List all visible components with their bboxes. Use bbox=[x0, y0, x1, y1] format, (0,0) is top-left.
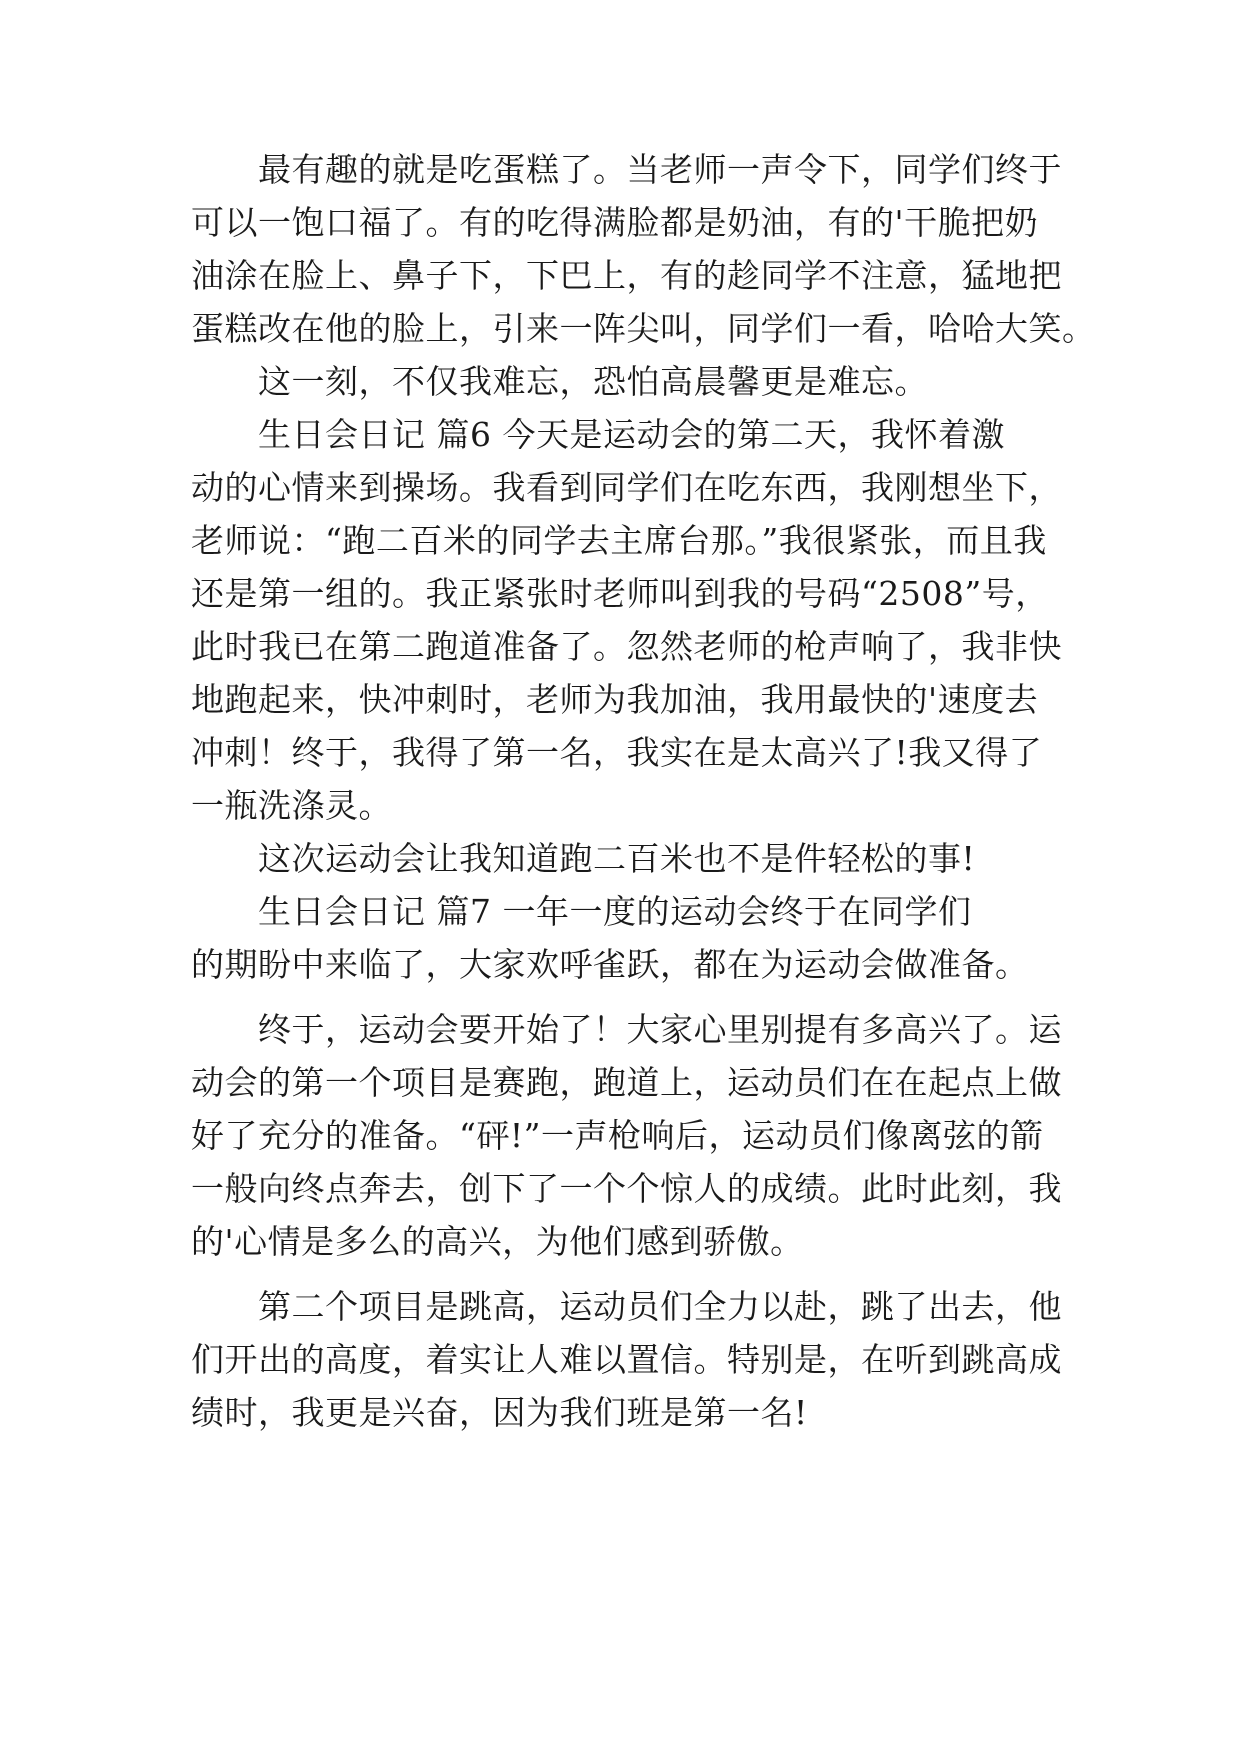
paragraph-line: 还是第一组的。我正紧张时老师叫到我的号码“2508”号， bbox=[191, 574, 1049, 613]
paragraph-line: 冲刺！终于，我得了第一名，我实在是太高兴了!我又得了 bbox=[191, 733, 1043, 772]
paragraph-line: 一般向终点奔去，创下了一个个惊人的成绩。此时此刻，我 bbox=[191, 1169, 1062, 1208]
paragraph-line: 的期盼中来临了，大家欢呼雀跃，都在为运动会做准备。 bbox=[191, 945, 1029, 984]
paragraph-line: 老师说：“跑二百米的同学去主席台那。”我很紧张，而且我 bbox=[191, 521, 1047, 560]
paragraph-line: 此时我已在第二跑道准备了。忽然老师的枪声响了，我非快 bbox=[191, 627, 1062, 666]
paragraph-line: 地跑起来，快冲刺时，老师为我加油，我用最快的'速度去 bbox=[191, 680, 1039, 719]
paragraph-line: 好了充分的准备。“砰!”一声枪响后，运动员们像离弦的箭 bbox=[191, 1116, 1044, 1155]
paragraph-line: 最有趣的就是吃蛋糕了。当老师一声令下，同学们终于 bbox=[258, 150, 1062, 189]
paragraph-line: 油涂在脸上、鼻子下，下巴上，有的趁同学不注意，猛地把 bbox=[191, 256, 1062, 295]
paragraph-line: 终于，运动会要开始了！大家心里别提有多高兴了。运 bbox=[258, 1010, 1062, 1049]
section-heading-line: 生日会日记 篇6 今天是运动会的第二天，我怀着激 bbox=[258, 415, 1005, 454]
section-heading-line: 生日会日记 篇7 一年一度的运动会终于在同学们 bbox=[258, 892, 972, 931]
paragraph-line: 动会的第一个项目是赛跑，跑道上，运动员们在在起点上做 bbox=[191, 1063, 1062, 1102]
paragraph-line: 的'心情是多么的高兴，为他们感到骄傲。 bbox=[191, 1222, 804, 1261]
paragraph-line: 们开出的高度，着实让人难以置信。特别是，在听到跳高成 bbox=[191, 1340, 1062, 1379]
paragraph-line: 绩时，我更是兴奋，因为我们班是第一名! bbox=[191, 1393, 808, 1432]
paragraph-line: 动的心情来到操场。我看到同学们在吃东西，我刚想坐下， bbox=[191, 468, 1062, 507]
paragraph-line: 第二个项目是跳高，运动员们全力以赴，跳了出去，他 bbox=[258, 1287, 1062, 1326]
paragraph-line: 可以一饱口福了。有的吃得满脸都是奶油，有的'干脆把奶 bbox=[191, 203, 1039, 242]
paragraph-line: 这次运动会让我知道跑二百米也不是件轻松的事! bbox=[258, 839, 976, 878]
paragraph-line: 蛋糕改在他的脸上，引来一阵尖叫，同学们一看，哈哈大笑。 bbox=[191, 309, 1096, 348]
paragraph-line: 这一刻，不仅我难忘，恐怕高晨馨更是难忘。 bbox=[258, 362, 928, 401]
paragraph-line: 一瓶洗涤灵。 bbox=[191, 786, 392, 825]
